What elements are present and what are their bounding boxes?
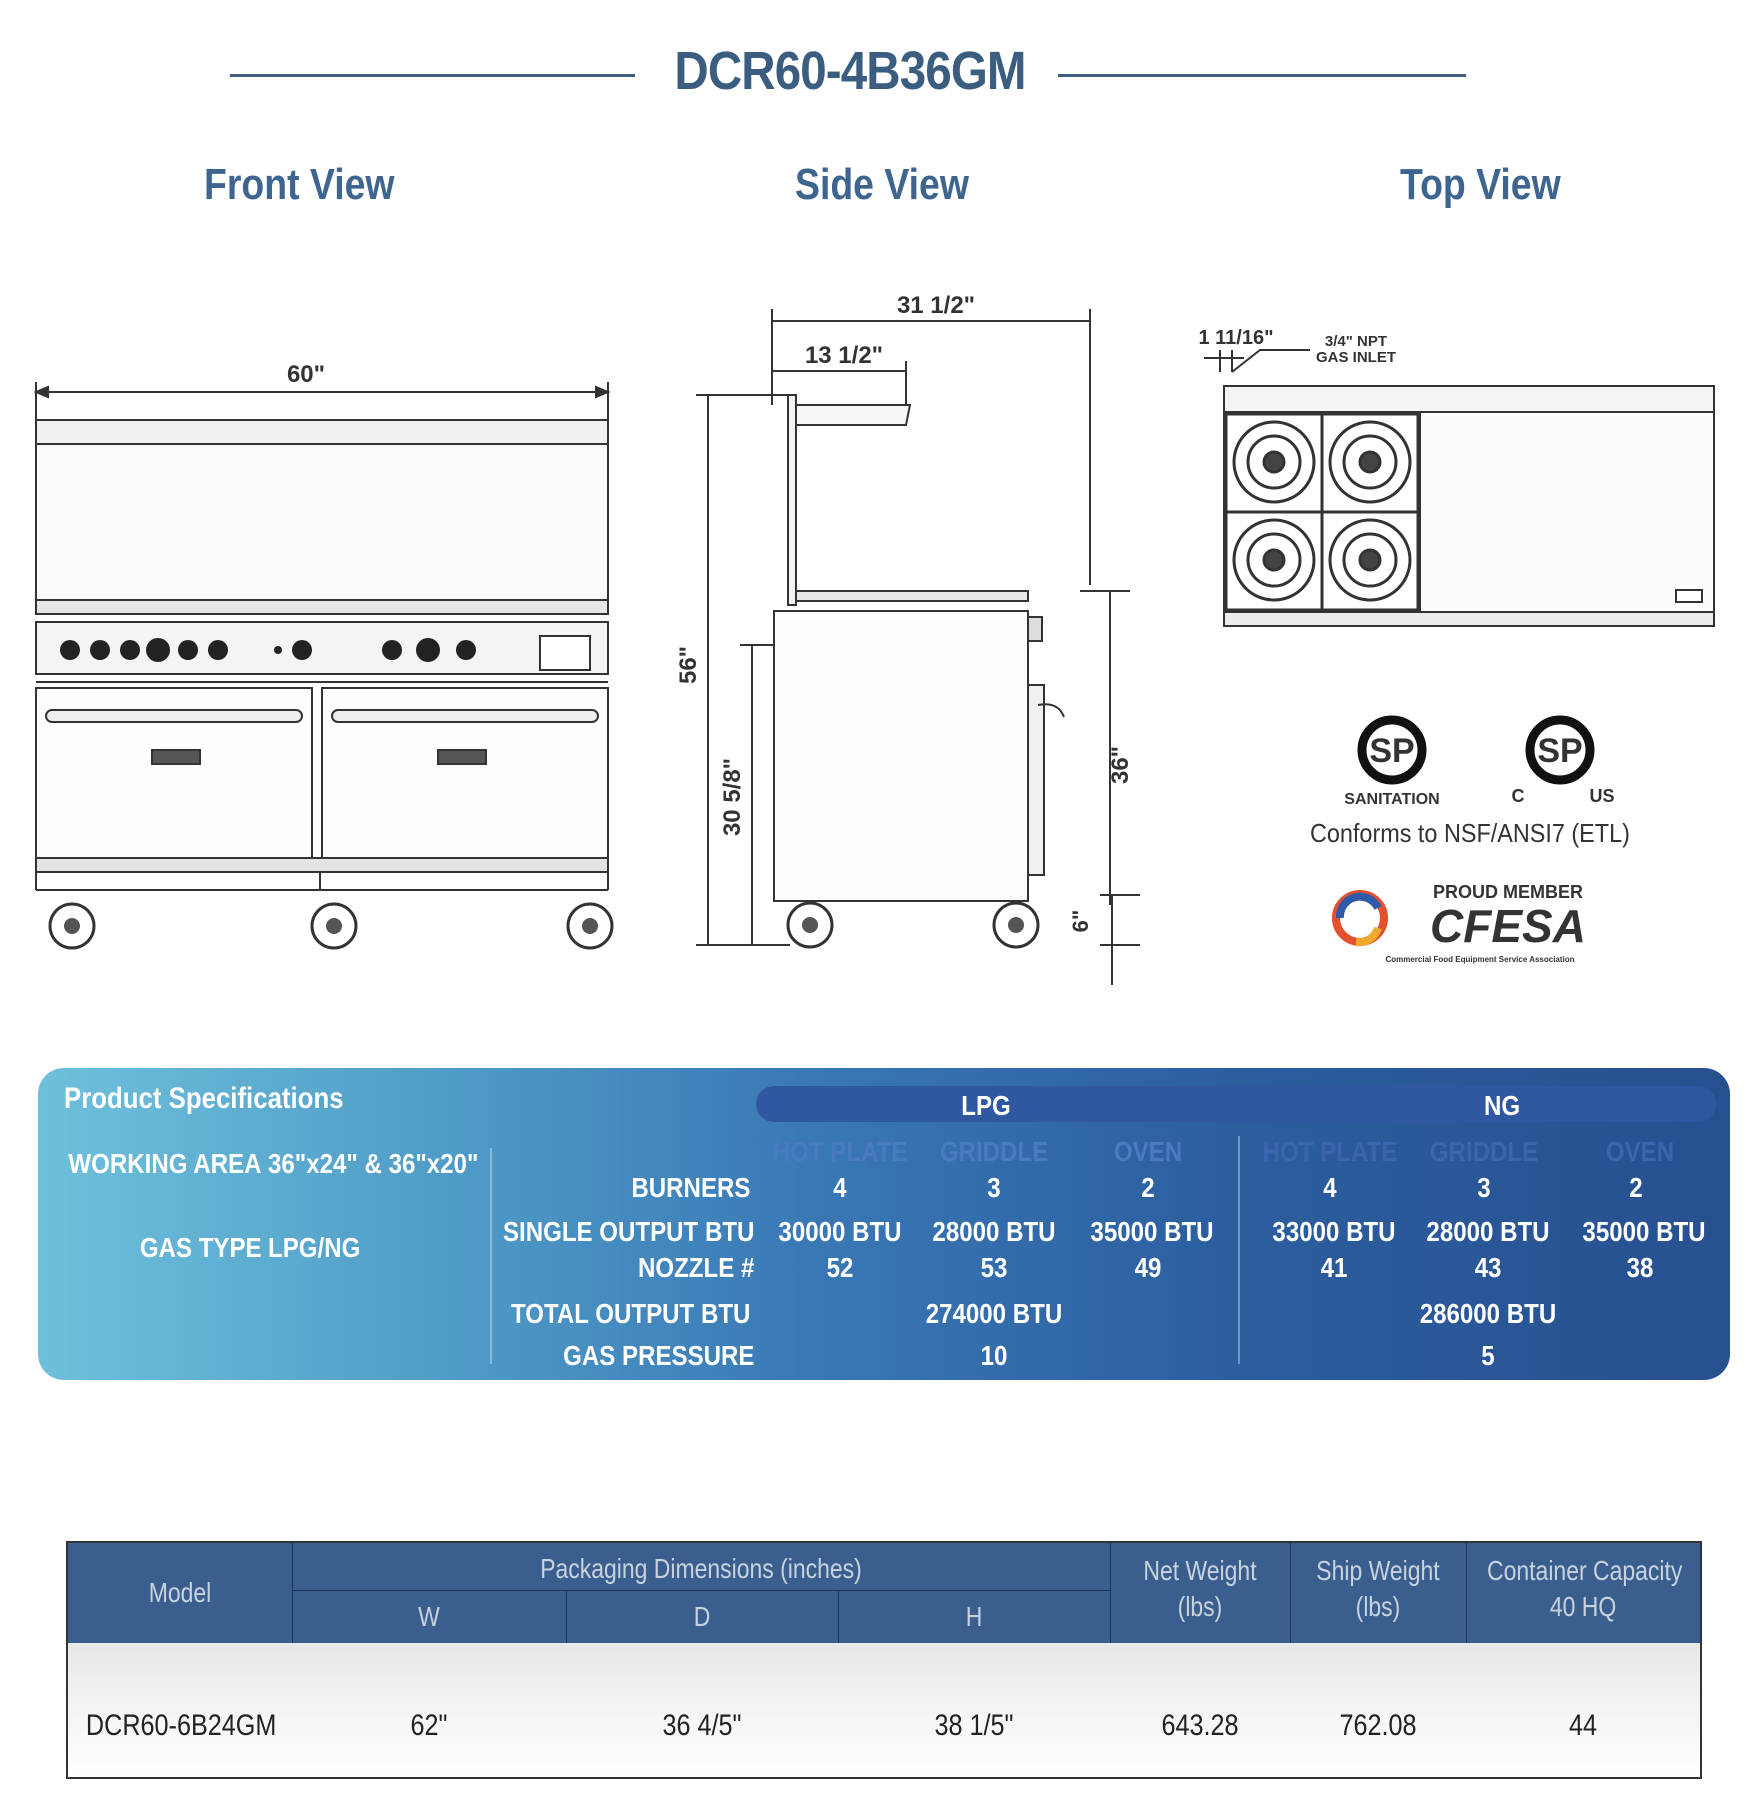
lpg-btu-hot-plate: 30000 BTU (778, 1216, 902, 1247)
specs-divider-mid (1238, 1136, 1240, 1364)
ng-burners-griddle: 3 (1477, 1172, 1491, 1203)
side-depth-partial-label: 13 1/2" (804, 342, 884, 369)
col-divider (1110, 1543, 1111, 1643)
page-title: DCR60-4B36GM (674, 41, 1026, 101)
svg-text:PROUD MEMBER: PROUD MEMBER (1432, 882, 1584, 902)
ng-btu-griddle: 28000 BTU (1426, 1216, 1550, 1247)
col-divider (292, 1543, 293, 1643)
ng-header: NG (1483, 1090, 1521, 1121)
header-container-capacity: Container Capacity (1487, 1555, 1683, 1586)
cell-h: 38 1/5" (934, 1709, 1014, 1742)
ng-col-griddle: GRIDDLE (1429, 1136, 1539, 1167)
top-view-drawing (1190, 320, 1730, 660)
front-view-drawing (30, 360, 630, 960)
lpg-nozzle-oven: 49 (1134, 1252, 1162, 1283)
ng-burners-oven: 2 (1629, 1172, 1643, 1203)
total-output-label: TOTAL OUTPUT BTU (510, 1298, 750, 1329)
cell-net-weight: 643.28 (1161, 1709, 1239, 1742)
cfesa-logo (1330, 876, 1630, 972)
ng-gas-pressure: 5 (1481, 1340, 1495, 1371)
specs-heading: Product Specifications (64, 1082, 344, 1115)
svg-text:SP: SP (1537, 732, 1583, 770)
lpg-header: LPG (961, 1090, 1011, 1121)
svg-text:Commercial Food Equipment Serv: Commercial Food Equipment Service Association (1385, 955, 1575, 964)
nozzle-label: NOZZLE # (637, 1252, 754, 1283)
side-counter-height-label: 36" (1107, 745, 1134, 785)
lpg-nozzle-griddle: 53 (980, 1252, 1008, 1283)
header-packaging-dimensions: Packaging Dimensions (inches) (540, 1553, 862, 1584)
csa-sanitation-logo (1330, 706, 1460, 814)
fuel-header-band (756, 1086, 1716, 1122)
ng-col-oven: OVEN (1605, 1136, 1675, 1167)
gas-type-value: LPG/NG (268, 1232, 361, 1263)
header-net-weight-unit: (lbs) (1177, 1591, 1223, 1622)
svg-text:C: C (1511, 786, 1525, 806)
lpg-burners-hot-plate: 4 (833, 1172, 847, 1203)
product-specifications-panel (38, 1068, 1730, 1380)
lpg-col-griddle: GRIDDLE (939, 1136, 1049, 1167)
lpg-total-output: 274000 BTU (925, 1298, 1063, 1329)
working-area-label: WORKING AREA (68, 1148, 262, 1179)
row-divider (292, 1590, 1110, 1591)
side-view-heading: Side View (795, 160, 969, 209)
gas-inlet-label-1: 3/4" NPT (1324, 333, 1388, 350)
ng-col-hot-plate: HOT PLATE (1262, 1136, 1398, 1167)
gas-type-label: GAS TYPE (140, 1232, 262, 1263)
working-area-value: 36"x24" & 36"x20" (268, 1148, 479, 1179)
side-view-drawing (660, 285, 1160, 985)
front-width-label: 60" (286, 361, 326, 388)
ng-total-output: 286000 BTU (1419, 1298, 1557, 1329)
ng-burners-hot-plate: 4 (1323, 1172, 1337, 1203)
nsf-conformity-text: Conforms to NSF/ANSI7 (ETL) (1310, 818, 1630, 848)
col-divider (566, 1591, 567, 1643)
header-w: W (418, 1601, 440, 1632)
header-model: Model (148, 1577, 212, 1608)
burners-label: BURNERS (630, 1172, 750, 1203)
cell-model: DCR60-6B24GM (85, 1709, 277, 1742)
packaging-table (66, 1541, 1702, 1779)
cell-w: 62" (410, 1709, 448, 1742)
lpg-col-hot-plate: HOT PLATE (772, 1136, 908, 1167)
lpg-burners-oven: 2 (1141, 1172, 1155, 1203)
col-divider (838, 1591, 839, 1643)
ng-btu-hot-plate: 33000 BTU (1272, 1216, 1396, 1247)
lpg-col-oven: OVEN (1113, 1136, 1183, 1167)
specs-divider-left (490, 1148, 492, 1364)
svg-text:US: US (1589, 786, 1615, 806)
lpg-nozzle-hot-plate: 52 (826, 1252, 854, 1283)
lpg-burners-griddle: 3 (987, 1172, 1001, 1203)
top-inlet-offset-label: 1 11/16" (1198, 327, 1274, 349)
header-h: H (965, 1601, 983, 1632)
svg-text:SP: SP (1369, 732, 1415, 770)
ng-btu-oven: 35000 BTU (1582, 1216, 1706, 1247)
lpg-btu-oven: 35000 BTU (1090, 1216, 1214, 1247)
side-leg-height-label: 6" (1068, 909, 1093, 933)
lpg-gas-pressure: 10 (980, 1340, 1008, 1371)
header-net-weight: Net Weight (1143, 1555, 1257, 1586)
gas-pressure-label: GAS PRESSURE (562, 1340, 754, 1371)
side-oven-height-label: 30 5/8" (719, 757, 746, 837)
side-height-label: 56" (675, 645, 702, 685)
ng-nozzle-hot-plate: 41 (1320, 1252, 1348, 1283)
col-divider (1466, 1543, 1467, 1643)
header-ship-weight-unit: (lbs) (1355, 1591, 1401, 1622)
ng-nozzle-griddle: 43 (1474, 1252, 1502, 1283)
cell-ship-weight: 762.08 (1339, 1709, 1417, 1742)
header-ship-weight: Ship Weight (1316, 1555, 1440, 1586)
svg-text:SANITATION: SANITATION (1344, 791, 1440, 808)
header-container-capacity-unit: 40 HQ (1549, 1591, 1617, 1622)
cell-d: 36 4/5" (662, 1709, 742, 1742)
header-d: D (693, 1601, 711, 1632)
gas-inlet-label-2: GAS INLET (1315, 349, 1397, 366)
front-view-heading: Front View (204, 160, 395, 209)
top-view-heading: Top View (1400, 160, 1561, 209)
single-output-label: SINGLE OUTPUT BTU (502, 1216, 754, 1247)
lpg-btu-griddle: 28000 BTU (932, 1216, 1056, 1247)
cell-container-capacity: 44 (1568, 1709, 1598, 1742)
csa-us-logo (1498, 706, 1628, 814)
svg-text:CFESA: CFESA (1430, 900, 1586, 952)
ng-nozzle-oven: 38 (1626, 1252, 1654, 1283)
side-depth-label: 31 1/2" (896, 292, 976, 319)
col-divider (1290, 1543, 1291, 1643)
